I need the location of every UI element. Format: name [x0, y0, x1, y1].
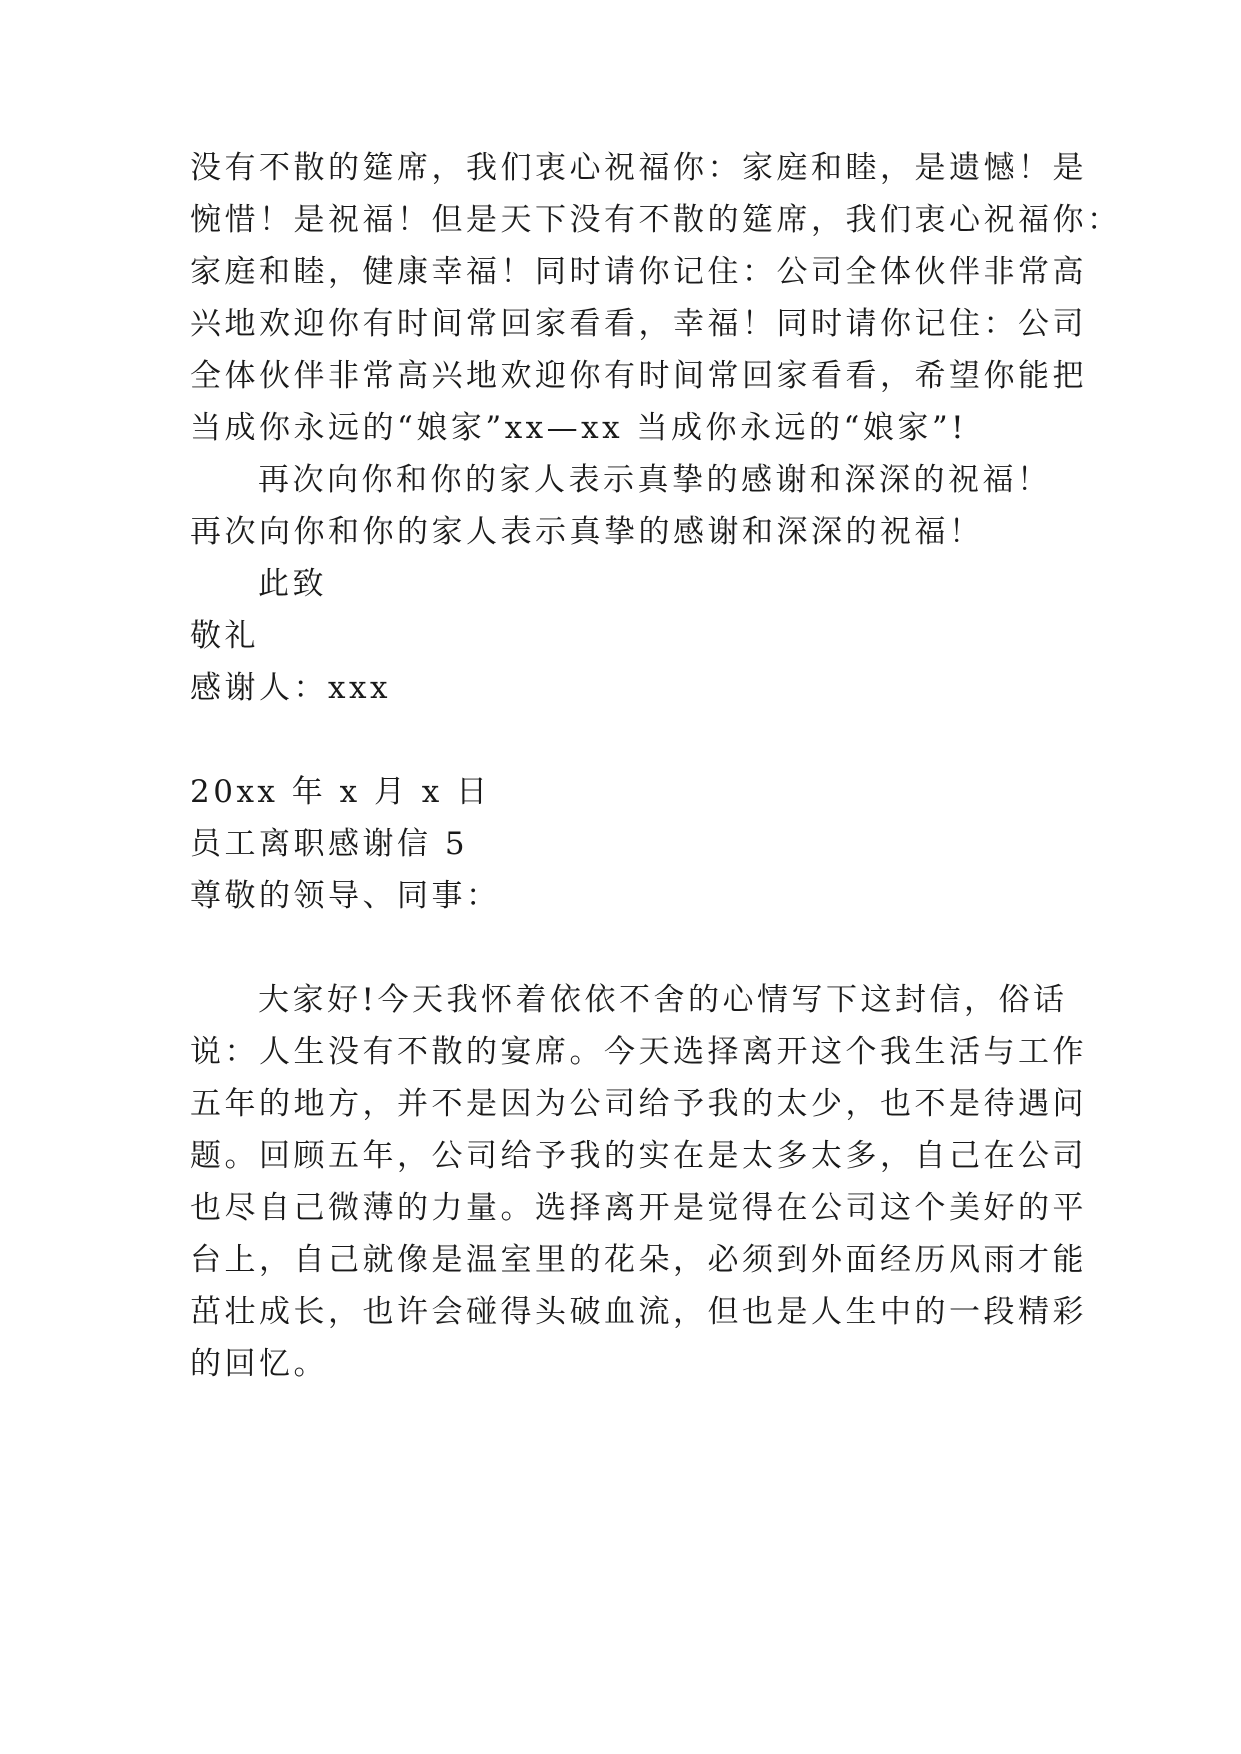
paragraph-2-line-1: 再次向你和你的家人表示真挚的感谢和深深的祝福！ — [258, 462, 1052, 498]
paragraph-3-line-2: 说：人生没有不散的宴席。今天选择离开这个我生活与工作 — [190, 1034, 1087, 1070]
paragraph-1-line-2: 惋惜！是祝福！但是天下没有不散的筵席，我们衷心祝福你： — [190, 202, 1122, 238]
paragraph-1-line-3: 家庭和睦，健康幸福！同时请你记住：公司全体伙伴非常高 — [190, 254, 1087, 290]
paragraph-1-line-6: 当成你永远的“娘家”xx—xx 当成你永远的“娘家”! — [190, 410, 968, 446]
date-line: 20xx 年 x 月 x 日 — [190, 774, 491, 810]
paragraph-3-line-1: 大家好!今天我怀着依依不舍的心情写下这封信，俗话 — [258, 982, 1068, 1018]
section-title: 员工离职感谢信 5 — [190, 826, 469, 862]
paragraph-3-line-8: 的回忆。 — [190, 1346, 328, 1382]
paragraph-2-line-2: 再次向你和你的家人表示真挚的感谢和深深的祝福！ — [190, 514, 984, 550]
paragraph-3-line-3: 五年的地方，并不是因为公司给予我的太少，也不是待遇问 — [190, 1086, 1087, 1122]
paragraph-3-line-7: 茁壮成长，也许会碰得头破血流，但也是人生中的一段精彩 — [190, 1294, 1087, 1330]
closing-jing-li: 敬礼 — [190, 618, 259, 654]
signer-line: 感谢人：xxx — [190, 670, 391, 706]
paragraph-1-line-1: 没有不散的筵席，我们衷心祝福你：家庭和睦，是遗憾！是 — [190, 150, 1087, 186]
paragraph-1-line-4: 兴地欢迎你有时间常回家看看，幸福！同时请你记住：公司 — [190, 306, 1087, 342]
paragraph-3-line-6: 台上，自己就像是温室里的花朵，必须到外面经历风雨才能 — [190, 1242, 1087, 1278]
paragraph-3-line-4: 题。回顾五年，公司给予我的实在是太多太多，自己在公司 — [190, 1138, 1087, 1174]
paragraph-3-line-5: 也尽自己微薄的力量。选择离开是觉得在公司这个美好的平 — [190, 1190, 1087, 1226]
closing-ci-zhi: 此致 — [258, 566, 327, 602]
salutation: 尊敬的领导、同事： — [190, 878, 501, 914]
paragraph-1-line-5: 全体伙伴非常高兴地欢迎你有时间常回家看看，希望你能把 — [190, 358, 1087, 394]
